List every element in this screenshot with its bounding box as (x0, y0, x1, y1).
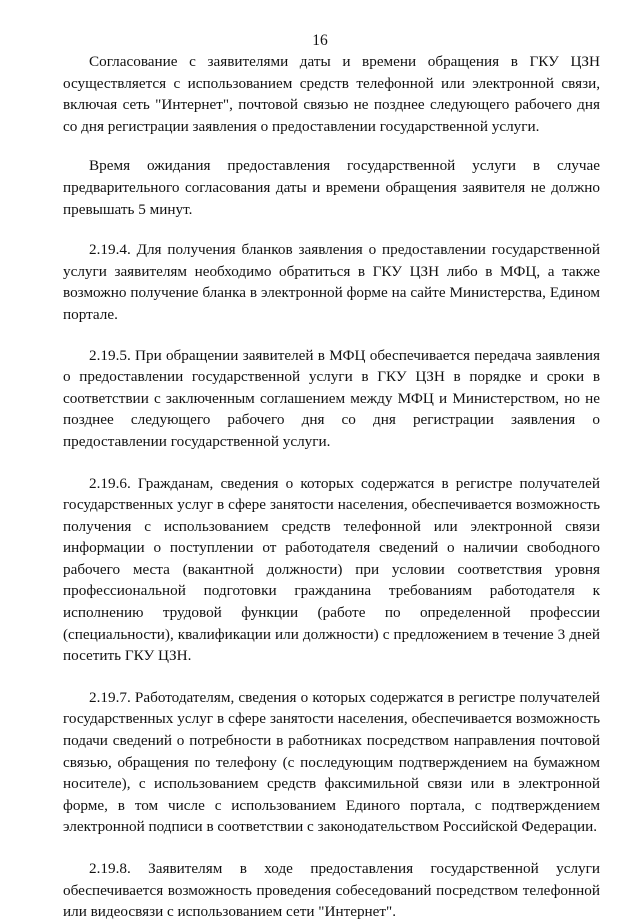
page-number: 16 (312, 32, 328, 49)
paragraph-2-19-6: 2.19.6. Гражданам, сведения о которых содержатся в регистре получателей государственных услуг в сфере занятости населения, обеспечивается возможность получения с использованием средств телефонной или электронной связи информации о поступлении от работодателя сведений о наличии свободного рабочего места (вакантной должности) при условии соответствия уровня профессиональной подготовки гражданина требованиям работодателя к исполнению трудовой функции (работе по определенной профессии (специальности), квалификации или должности) с предложением в течение 3 дней посетить ГКУ ЦЗН. (63, 474, 600, 665)
paragraph-waiting-time: Время ожидания предоставления государственной услуги в случае предварительного согласования даты и времени обращения заявителя не должно превышать 5 минут. (63, 157, 600, 218)
paragraph-2-19-4: 2.19.4. Для получения бланков заявления о предоставлении государственной услуги заявителям необходимо обратиться в ГКУ ЦЗН либо в МФЦ, а также возможно получение бланка в электронной форме на сайте Министерства, Едином портале. (63, 241, 600, 323)
paragraph-appointment-agreement: Согласование с заявителями даты и времени обращения в ГКУ ЦЗН осуществляется с использованием средств телефонной или электронной связи, включая сеть "Интернет", почтовой связью не позднее следующего рабочего дня со дня регистрации заявления о предоставлении государственной услуги. (63, 53, 600, 135)
paragraph-2-19-5: 2.19.5. При обращении заявителей в МФЦ обеспечивается передача заявления о предоставлении государственной услуги в ГКУ ЦЗН в порядке и сроки в соответствии с заключенным соглашением между МФЦ и Министерством, но не позднее следующего рабочего дня со дня регистрации заявления о предоставлении государственной услуги. (63, 346, 600, 450)
paragraph-2-19-8: 2.19.8. Заявителям в ходе предоставления государственной услуги обеспечивается возможность проведения собеседований посредством телефонной или видеосвязи с использованием сети "Интернет". (63, 860, 600, 921)
document-body (63, 51, 600, 923)
paragraph-2-19-7: 2.19.7. Работодателям, сведения о которых содержатся в регистре получателей государственных услуг в сфере занятости населения, обеспечивается возможность подачи сведений о потребности в работниках посредством направления почтовой связью, обращения по телефону (с последующим подтверждением на бумажном носителе), с использованием средств факсимильной связи или в электронной форме, в том числе с использованием Единого портала, с подтверждением электронной подписи в соответствии с законодательством Российской Федерации. (63, 688, 600, 836)
